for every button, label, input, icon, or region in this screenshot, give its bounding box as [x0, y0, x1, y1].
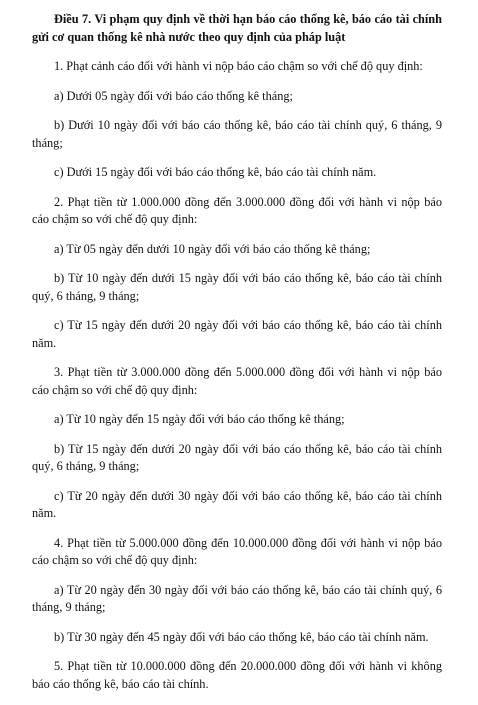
- clause-1-item-b: b) Dưới 10 ngày đối với báo cáo thống kê, báo cáo tài chính quý, 6 tháng, 9 tháng;: [32, 118, 442, 150]
- clause-1-item-c: c) Dưới 15 ngày đối với báo cáo thống kê, báo cáo tài chính năm.: [54, 165, 377, 179]
- clause-2-heading: 2. Phạt tiền từ 1.000.000 đồng đến 3.000.000 đồng đối với hành vi nộp báo cáo chậm so với chế độ quy định:: [32, 194, 442, 226]
- clause-3-item-b: b) Từ 15 ngày đến dưới 20 ngày đối với báo cáo thống kê, báo cáo tài chính quý, 6 tháng, 9 tháng;: [32, 441, 442, 473]
- clause-4-item-b: b) Từ 30 ngày đến 45 ngày đối với báo cáo thống kê, báo cáo tài chính năm.: [54, 629, 429, 644]
- clause-1-item-a: a) Dưới 05 ngày đối với báo cáo thống kê tháng;: [54, 88, 293, 103]
- clause-5-heading: 5. Phạt tiền từ 10.000.000 đồng đến 20.000.000 đồng đối với hành vi không báo cáo thống kê, báo cáo tài chính.: [32, 659, 442, 691]
- clause-2-item-c: c) Từ 15 ngày đến dưới 20 ngày đối với báo cáo thống kê, báo cáo tài chính năm.: [32, 318, 442, 350]
- document-page: [32, 11, 442, 705]
- clause-1-heading: 1. Phạt cảnh cáo đối với hành vi nộp báo cáo chậm so với chế độ quy định:: [54, 59, 423, 73]
- clause-3-heading: 3. Phạt tiền từ 3.000.000 đồng đến 5.000.000 đồng đối với hành vi nộp báo cáo chậm so với chế độ quy định:: [32, 365, 442, 397]
- clause-2-item-b: b) Từ 10 ngày đến dưới 15 ngày đối với báo cáo thống kê, báo cáo tài chính quý, 6 tháng, 9 tháng;: [32, 271, 442, 303]
- article-title: Điều 7. Vi phạm quy định về thời hạn báo cáo thống kê, báo cáo tài chính gửi cơ quan thống kê nhà nước theo quy định của pháp luật: [32, 12, 442, 44]
- clause-4-heading: 4. Phạt tiền từ 5.000.000 đồng đến 10.000.000 đồng đối với hành vi nộp báo cáo chậm so với chế độ quy định:: [32, 535, 442, 567]
- clause-3-item-a: a) Từ 10 ngày đến 15 ngày đối với báo cáo thống kê tháng;: [54, 412, 345, 426]
- clause-4-item-a: a) Từ 20 ngày đến 30 ngày đối với báo cáo thống kê, báo cáo tài chính quý, 6 tháng, 9 tháng;: [32, 582, 442, 614]
- clause-3-item-c: c) Từ 20 ngày đến dưới 30 ngày đối với báo cáo thống kê, báo cáo tài chính năm.: [32, 488, 442, 520]
- clause-2-item-a: a) Từ 05 ngày đến dưới 10 ngày đối với báo cáo thống kê tháng;: [54, 241, 371, 256]
